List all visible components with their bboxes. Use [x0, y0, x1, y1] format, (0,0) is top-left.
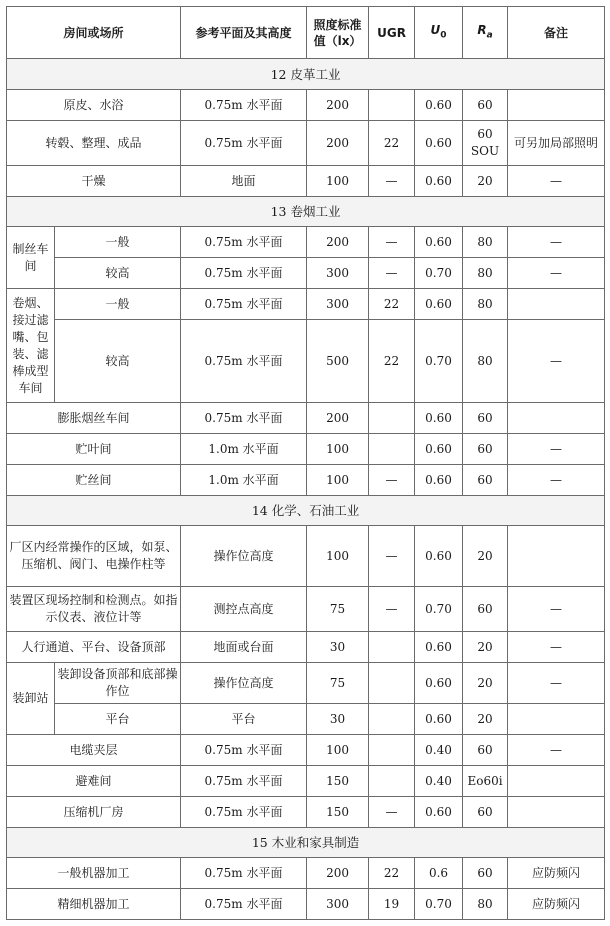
note-cell: 应防频闪 — [508, 889, 605, 920]
ugr-cell: — — [369, 797, 415, 828]
header-note: 备注 — [508, 7, 605, 59]
u0-cell: 0.70 — [415, 258, 463, 289]
ra-cell: 60 — [463, 797, 508, 828]
group-cell: 卷烟、接过滤嘴、包装、滤棒成型车间 — [7, 289, 55, 403]
header-u0-subscript: 0 — [440, 30, 447, 41]
section-row — [7, 59, 605, 90]
note-cell: — — [508, 434, 605, 465]
lux-cell: 500 — [307, 320, 369, 403]
plane-cell: 0.75m 水平面 — [181, 289, 307, 320]
ra-cell: 80 — [463, 258, 508, 289]
place-cell: 精细机器加工 — [7, 889, 181, 920]
u0-cell: 0.60 — [415, 90, 463, 121]
ugr-cell — [369, 632, 415, 663]
lux-cell: 75 — [307, 587, 369, 632]
table-row — [7, 704, 605, 735]
ugr-cell — [369, 403, 415, 434]
lux-cell: 100 — [307, 434, 369, 465]
u0-cell: 0.70 — [415, 320, 463, 403]
u0-cell: 0.60 — [415, 289, 463, 320]
u0-cell: 0.60 — [415, 121, 463, 166]
plane-cell: 0.75m 水平面 — [181, 227, 307, 258]
place-cell: 厂区内经常操作的区域，如泵、压缩机、阀门、电操作柱等 — [7, 526, 181, 587]
place-cell: 电缆夹层 — [7, 735, 181, 766]
header-ugr: UGR — [369, 7, 415, 59]
table-row — [7, 121, 605, 166]
table-row — [7, 526, 605, 587]
header-plane: 参考平面及其高度 — [181, 7, 307, 59]
header-ra-subscript: a — [486, 30, 493, 41]
note-cell: — — [508, 465, 605, 496]
table-row — [7, 632, 605, 663]
header-u0-symbol: U — [430, 22, 441, 37]
ugr-cell: — — [369, 526, 415, 587]
note-cell: — — [508, 735, 605, 766]
place-cell: 平台 — [55, 704, 181, 735]
place-cell: 膨胀烟丝车间 — [7, 403, 181, 434]
note-cell — [508, 90, 605, 121]
ra-cell: 60 — [463, 587, 508, 632]
lux-cell: 200 — [307, 227, 369, 258]
plane-cell: 0.75m 水平面 — [181, 735, 307, 766]
ugr-cell — [369, 704, 415, 735]
lux-cell: 200 — [307, 121, 369, 166]
table-row — [7, 587, 605, 632]
note-cell — [508, 526, 605, 587]
note-cell: — — [508, 166, 605, 197]
table-row — [7, 735, 605, 766]
group-cell: 制丝车间 — [7, 227, 55, 289]
lux-cell: 300 — [307, 889, 369, 920]
ugr-cell: — — [369, 166, 415, 197]
note-cell — [508, 403, 605, 434]
place-cell: 原皮、水浴 — [7, 90, 181, 121]
table-row — [7, 766, 605, 797]
ugr-cell: — — [369, 465, 415, 496]
table-row — [7, 797, 605, 828]
note-cell: — — [508, 663, 605, 704]
ugr-cell: 19 — [369, 889, 415, 920]
plane-cell: 0.75m 水平面 — [181, 766, 307, 797]
note-cell: — — [508, 320, 605, 403]
ugr-cell — [369, 766, 415, 797]
ra-cell: 60 — [463, 90, 508, 121]
place-cell: 人行通道、平台、设备顶部 — [7, 632, 181, 663]
ugr-cell: 22 — [369, 289, 415, 320]
section-title: 12 皮革工业 — [7, 59, 605, 90]
u0-cell: 0.60 — [415, 797, 463, 828]
note-cell — [508, 797, 605, 828]
table-row — [7, 889, 605, 920]
section-row — [7, 828, 605, 858]
ra-cell — [463, 121, 508, 166]
ugr-cell: 22 — [369, 858, 415, 889]
place-cell: 装卸设备顶部和底部操作位 — [55, 663, 181, 704]
lux-cell: 100 — [307, 526, 369, 587]
illuminance-standard-table — [6, 6, 605, 920]
header-ra-symbol: R — [477, 22, 487, 37]
ugr-cell: — — [369, 227, 415, 258]
plane-cell: 测控点高度 — [181, 587, 307, 632]
header-row — [7, 7, 605, 59]
ra-cell: 20 — [463, 166, 508, 197]
table-row — [7, 465, 605, 496]
plane-cell: 1.0m 水平面 — [181, 465, 307, 496]
lux-cell: 100 — [307, 465, 369, 496]
u0-cell: 0.6 — [415, 858, 463, 889]
ugr-cell: 22 — [369, 121, 415, 166]
ugr-cell: — — [369, 587, 415, 632]
section-row — [7, 496, 605, 526]
place-cell: 压缩机厂房 — [7, 797, 181, 828]
ugr-cell — [369, 663, 415, 704]
u0-cell: 0.60 — [415, 166, 463, 197]
note-cell — [508, 766, 605, 797]
ra-cell: 60 — [463, 403, 508, 434]
ra-cell: 80 — [463, 320, 508, 403]
plane-cell: 0.75m 水平面 — [181, 797, 307, 828]
table-row — [7, 663, 605, 704]
place-cell: 较高 — [55, 258, 181, 289]
place-cell: 干燥 — [7, 166, 181, 197]
table-row — [7, 434, 605, 465]
ra-value: 60 — [477, 127, 493, 141]
plane-cell: 0.75m 水平面 — [181, 121, 307, 166]
ra-cell: Eo60i — [463, 766, 508, 797]
u0-cell: 0.60 — [415, 403, 463, 434]
plane-cell: 0.75m 水平面 — [181, 90, 307, 121]
place-cell: 贮丝间 — [7, 465, 181, 496]
table-row — [7, 90, 605, 121]
ra-cell: 60 — [463, 735, 508, 766]
plane-cell: 0.75m 水平面 — [181, 258, 307, 289]
table-row — [7, 258, 605, 289]
lux-cell: 150 — [307, 797, 369, 828]
u0-cell: 0.40 — [415, 735, 463, 766]
plane-cell: 操作位高度 — [181, 663, 307, 704]
section-title: 13 卷烟工业 — [7, 197, 605, 227]
note-cell: 可另加局部照明 — [508, 121, 605, 166]
u0-cell: 0.70 — [415, 587, 463, 632]
place-cell: 避难间 — [7, 766, 181, 797]
header-u0 — [415, 7, 463, 59]
section-title: 15 木业和家具制造 — [7, 828, 605, 858]
place-cell: 贮叶间 — [7, 434, 181, 465]
ugr-cell: — — [369, 258, 415, 289]
lux-cell: 200 — [307, 403, 369, 434]
place-cell: 一般 — [55, 289, 181, 320]
ra-cell: 80 — [463, 289, 508, 320]
table-row — [7, 289, 605, 320]
ra-cell: 20 — [463, 632, 508, 663]
u0-cell: 0.40 — [415, 766, 463, 797]
section-row — [7, 197, 605, 227]
lux-cell: 100 — [307, 735, 369, 766]
header-lux: 照度标准值（lx） — [307, 7, 369, 59]
lux-cell: 200 — [307, 90, 369, 121]
u0-cell: 0.60 — [415, 632, 463, 663]
ugr-cell — [369, 434, 415, 465]
lux-cell: 100 — [307, 166, 369, 197]
plane-cell: 1.0m 水平面 — [181, 434, 307, 465]
place-cell: 装置区现场控制和检测点。如指示仪表、液位计等 — [7, 587, 181, 632]
ugr-cell — [369, 735, 415, 766]
ugr-cell: 22 — [369, 320, 415, 403]
u0-cell: 0.70 — [415, 889, 463, 920]
table-row — [7, 166, 605, 197]
table-row — [7, 403, 605, 434]
place-cell: 一般 — [55, 227, 181, 258]
lux-cell: 300 — [307, 289, 369, 320]
ra-cell: 80 — [463, 227, 508, 258]
place-cell: 较高 — [55, 320, 181, 403]
note-cell: — — [508, 227, 605, 258]
header-ra — [463, 7, 508, 59]
table-row — [7, 858, 605, 889]
note-cell: 应防频闪 — [508, 858, 605, 889]
lux-cell: 200 — [307, 858, 369, 889]
ra-cell: 20 — [463, 704, 508, 735]
u0-cell: 0.60 — [415, 465, 463, 496]
ra-extra: SOU — [470, 144, 500, 158]
header-place: 房间或场所 — [7, 7, 181, 59]
note-cell: — — [508, 258, 605, 289]
table-row — [7, 320, 605, 403]
plane-cell: 平台 — [181, 704, 307, 735]
ra-cell: 60 — [463, 465, 508, 496]
u0-cell: 0.60 — [415, 526, 463, 587]
note-cell — [508, 704, 605, 735]
ra-cell: 20 — [463, 663, 508, 704]
table-row — [7, 227, 605, 258]
note-cell: — — [508, 587, 605, 632]
plane-cell: 0.75m 水平面 — [181, 403, 307, 434]
lux-cell: 300 — [307, 258, 369, 289]
ugr-cell — [369, 90, 415, 121]
lux-cell: 30 — [307, 704, 369, 735]
plane-cell: 0.75m 水平面 — [181, 889, 307, 920]
u0-cell: 0.60 — [415, 704, 463, 735]
u0-cell: 0.60 — [415, 227, 463, 258]
place-cell: 转毂、整理、成品 — [7, 121, 181, 166]
lux-cell: 75 — [307, 663, 369, 704]
plane-cell: 操作位高度 — [181, 526, 307, 587]
note-cell: — — [508, 632, 605, 663]
plane-cell: 地面或台面 — [181, 632, 307, 663]
place-cell: 一般机器加工 — [7, 858, 181, 889]
note-cell — [508, 289, 605, 320]
lux-cell: 30 — [307, 632, 369, 663]
ra-cell: 20 — [463, 526, 508, 587]
plane-cell: 地面 — [181, 166, 307, 197]
plane-cell: 0.75m 水平面 — [181, 858, 307, 889]
group-cell: 装卸站 — [7, 663, 55, 735]
ra-cell: 60 — [463, 434, 508, 465]
lux-cell: 150 — [307, 766, 369, 797]
u0-cell: 0.60 — [415, 663, 463, 704]
ra-cell: 80 — [463, 889, 508, 920]
u0-cell: 0.60 — [415, 434, 463, 465]
ra-cell: 60 — [463, 858, 508, 889]
plane-cell: 0.75m 水平面 — [181, 320, 307, 403]
section-title: 14 化学、石油工业 — [7, 496, 605, 526]
